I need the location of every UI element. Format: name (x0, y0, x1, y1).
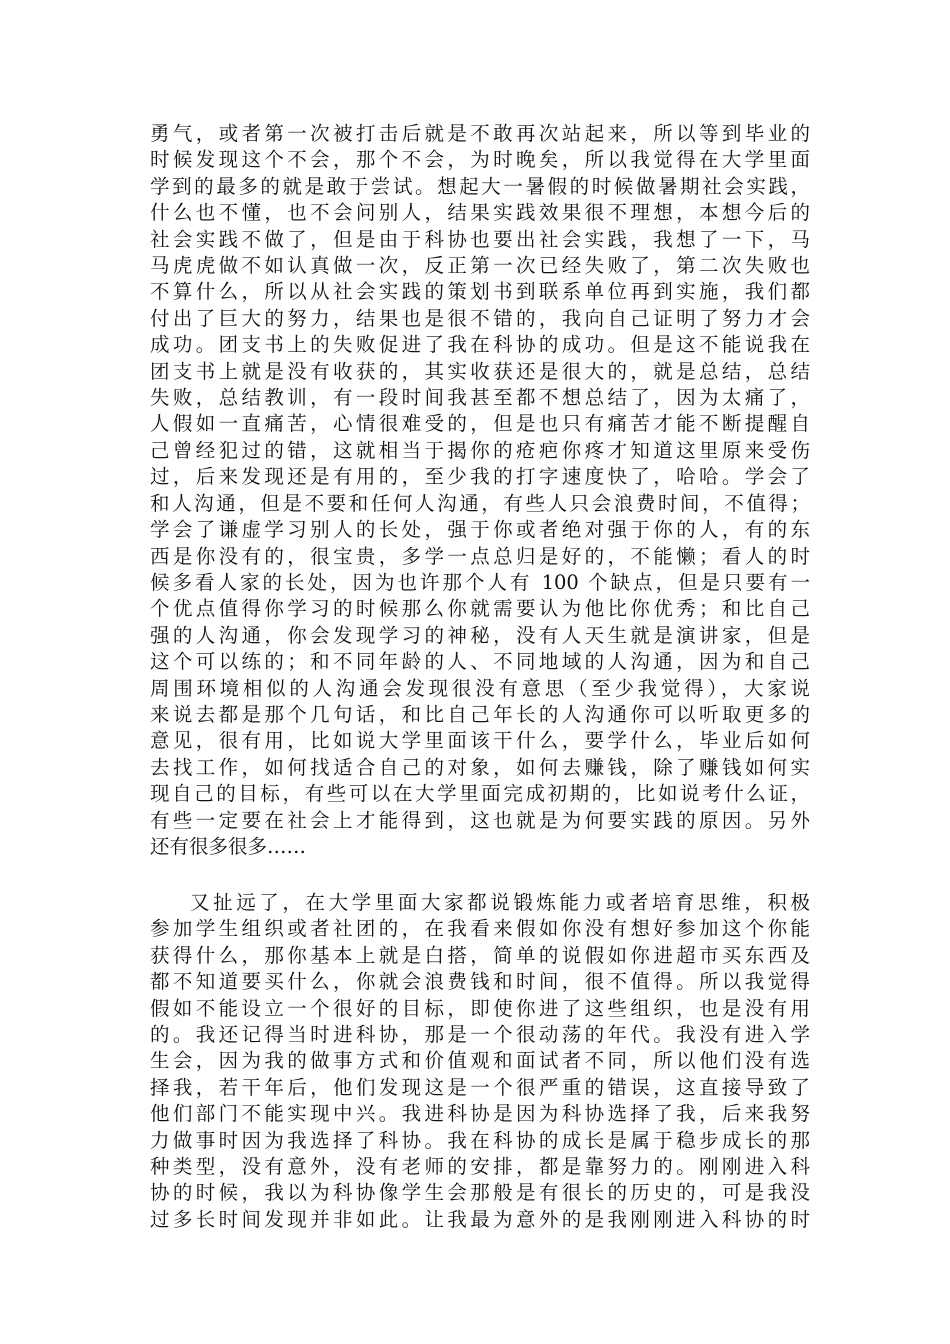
text-line: 成功。团支书上的失败促进了我在科协的成功。但是这不能说我在 (150, 333, 810, 357)
text-line: 又扯远了，在大学里面大家都说锻炼能力或者培育思维，积极 (190, 891, 810, 914)
text-line: 择我，若干年后，他们发现这是一个很严重的错误，这直接导致了 (150, 1075, 810, 1099)
text-line: 来说去都是那个几句话，和比自己年长的人沟通你可以听取更多的 (150, 702, 810, 726)
text-line: 生会，因为我的做事方式和价值观和面试者不同，所以他们没有选 (150, 1049, 810, 1073)
text-line: 付出了巨大的努力，结果也是很不错的，我向自己证明了努力才会 (150, 306, 810, 330)
text-line: 获得什么，那你基本上就是白搭，简单的说假如你进超市买东西及 (150, 943, 810, 967)
text-line: 不算什么，所以从社会实践的策划书到联系单位再到实施，我们都 (150, 280, 810, 304)
text-line: 的。我还记得当时进科协，那是一个很动荡的年代。我没有进入学 (150, 1023, 810, 1047)
text-line: 团支书上就是没有收获的，其实收获还是很大的，就是总结，总结 (150, 359, 810, 383)
text-line: 去找工作，如何找适合自己的对象，如何去赚钱，除了赚钱如何实 (150, 755, 810, 779)
text-line: 有些一定要在社会上才能得到，这也就是为何要实践的原因。另外 (150, 808, 810, 832)
text-line: 马虎虎做不如认真做一次，反正第一次已经失败了，第二次失败也 (150, 254, 810, 278)
text-line: 时候发现这个不会，那个不会，为时晚矣，所以我觉得在大学里面 (150, 148, 810, 172)
text-line: 现自己的目标，有些可以在大学里面完成初期的，比如说考什么证， (150, 782, 810, 806)
text-line: 过，后来发现还是有用的，至少我的打字速度快了，哈哈。学会了 (150, 465, 810, 489)
text-line: 还有很多很多…… (150, 834, 307, 858)
text-line: 假如不能设立一个很好的目标，即使你进了这些组织，也是没有用 (150, 996, 810, 1020)
paragraph-2 (150, 890, 810, 1233)
text-line: 候多看人家的长处，因为也许那个人有 100 个缺点，但是只要有一 (150, 570, 810, 594)
text-line: 意见，很有用，比如说大学里面该干什么，要学什么，毕业后如何 (150, 729, 810, 753)
text-line: 力做事时因为我选择了科协。我在科协的成长是属于稳步成长的那 (150, 1128, 810, 1152)
text-line: 勇气，或者第一次被打击后就是不敢再次站起来，所以等到毕业的 (150, 122, 810, 145)
text-line: 种类型，没有意外，没有老师的安排，都是靠努力的。刚刚进入科 (150, 1155, 810, 1179)
text-line: 己曾经犯过的错，这就相当于揭你的疮疤你疼才知道这里原来受伤 (150, 438, 810, 462)
text-line: 这个可以练的；和不同年龄的人、不同地域的人沟通，因为和自己 (150, 650, 810, 674)
text-line: 人假如一直痛苦，心情很难受的，但是也只有痛苦才能不断提醒自 (150, 412, 810, 436)
text-line: 和人沟通，但是不要和任何人沟通，有些人只会浪费时间，不值得； (150, 491, 810, 515)
text-line: 失败，总结教训，有一段时间我甚至都不想总结了，因为太痛了， (150, 386, 810, 410)
text-line: 强的人沟通，你会发现学习的神秘，没有人天生就是演讲家，但是 (150, 623, 810, 647)
text-line: 他们部门不能实现中兴。我进科协是因为科协选择了我，后来我努 (150, 1102, 810, 1126)
text-line: 学到的最多的就是敢于尝试。想起大一暑假的时候做暑期社会实践， (150, 174, 810, 198)
paragraph-1 (150, 121, 810, 860)
text-line: 过多长时间发现并非如此。让我最为意外的是我刚刚进入科协的时 (150, 1207, 810, 1231)
text-line: 什么也不懂，也不会问别人，结果实践效果很不理想，本想今后的 (150, 201, 810, 225)
text-line: 个优点值得你学习的时候那么你就需要认为他比你优秀；和比自己 (150, 597, 810, 621)
text-line: 学会了谦虚学习别人的长处，强于你或者绝对强于你的人，有的东 (150, 518, 810, 542)
text-line: 协的时候，我以为科协像学生会那般是有很长的历史的，可是我没 (150, 1181, 810, 1205)
text-line: 参加学生组织或者社团的，在我看来假如你没有想好参加这个你能 (150, 917, 810, 941)
text-line: 周围环境相似的人沟通会发现很没有意思（至少我觉得），大家说 (150, 676, 810, 700)
text-line: 社会实践不做了，但是由于科协也要出社会实践，我想了一下，马 (150, 227, 810, 251)
text-line: 都不知道要买什么，你就会浪费钱和时间，很不值得。所以我觉得 (150, 970, 810, 994)
text-line: 西是你没有的，很宝贵，多学一点总归是好的，不能懒；看人的时 (150, 544, 810, 568)
